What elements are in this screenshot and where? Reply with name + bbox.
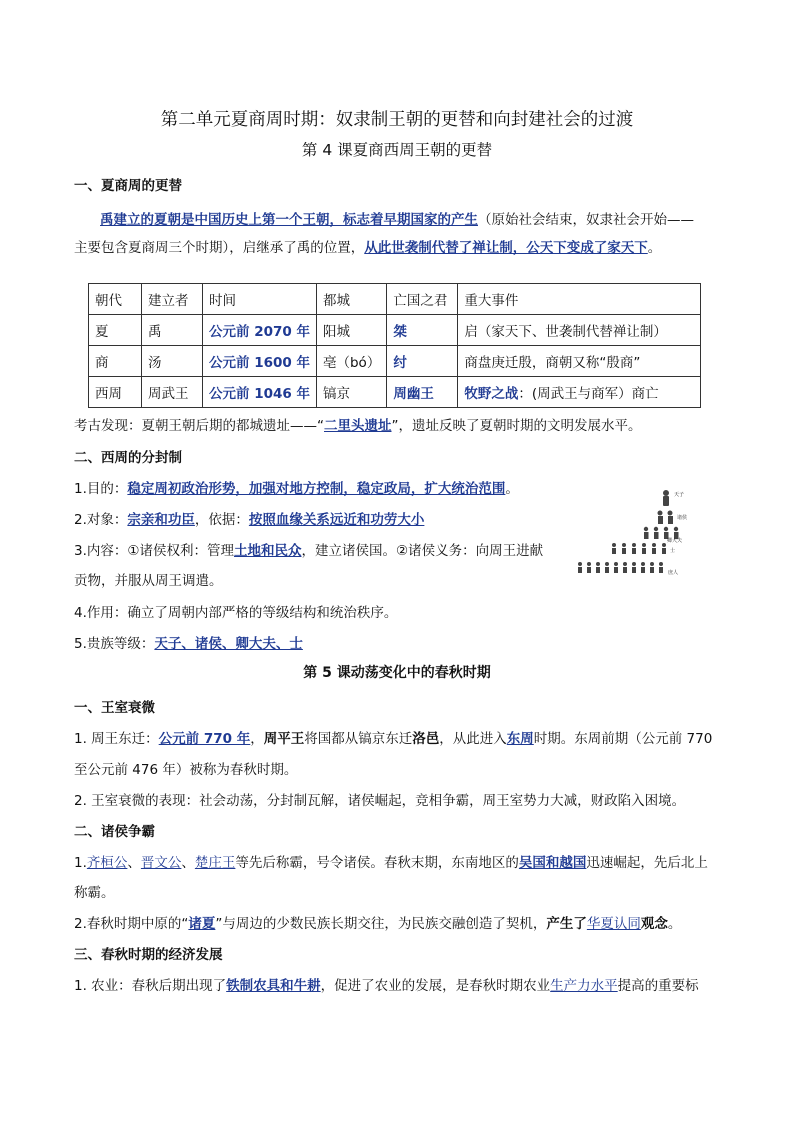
paragraph-line: [74, 853, 734, 873]
header-cell: 时间: [203, 284, 317, 315]
pyramid-label: 庶人: [668, 570, 679, 576]
key-phrase: 禹建立的夏朝是中国历史上第一个王朝，标志着早期国家的产生: [100, 212, 478, 228]
key-phrase: 生产力水平: [550, 978, 618, 994]
pyramid-label: 士: [670, 548, 676, 554]
key-phrase: 稳定周初政治形势，加强对地方控制，稳定政局，扩大统治范围: [127, 481, 506, 497]
header-cell: 都城: [316, 284, 386, 315]
unit-title: 第二单元夏商周时期：奴隶制王朝的更替和向封建社会的过渡: [160, 110, 634, 130]
table-cell: 公元前 1046 年: [203, 377, 317, 408]
text: 1.: [74, 855, 87, 871]
key-phrase: 从此世袭制代替了禅让制，公天下变成了家天下: [364, 240, 648, 256]
paragraph-line: 2. 王室衰微的表现：社会动荡，分封制瓦解，诸侯崛起，竞相争霸，周王室势力大减，财政陷入困境。: [74, 793, 686, 809]
section-heading: 二、西周的分封制: [74, 450, 182, 466]
key-phrase: 诸夏: [188, 916, 216, 932]
table-cell: 镐京: [316, 377, 386, 408]
bold-phrase: 产生了: [546, 916, 587, 932]
table-cell: 亳（bó）: [316, 346, 386, 377]
table-row: [89, 315, 701, 346]
text: ，从此进入: [439, 731, 507, 747]
paragraph-line: 4.作用：确立了周朝内部严格的等级结构和统治秩序。: [74, 605, 398, 621]
text: 时期。东周前期（公元前 770: [533, 731, 713, 747]
key-phrase: 天子、诸侯、卿大夫、士: [154, 636, 303, 652]
paragraph-line: [74, 914, 734, 934]
section-heading: 三、春秋时期的经济发展: [74, 947, 223, 963]
paragraph-line: [74, 541, 564, 561]
paragraph-line: [74, 238, 734, 258]
paragraph-line: [74, 729, 734, 749]
bold-phrase: 观念: [640, 916, 668, 932]
paragraph-line: [74, 634, 734, 654]
text: 1. 周王东迁：: [74, 731, 159, 747]
text: 提高的重要标: [617, 978, 699, 994]
pyramid-label: 诸侯: [677, 515, 688, 521]
key-phrase: 楚庄王: [194, 855, 236, 871]
key-phrase: 齐桓公: [86, 855, 128, 871]
text: ，促进了农业的发展，是春秋时期农业: [320, 978, 551, 994]
text: ”与周边的少数民族长期交往，为民族交融创造了契机，: [215, 916, 547, 932]
section-heading: 一、夏商周的更替: [74, 178, 182, 194]
key-phrase: 二里头遗址: [324, 418, 392, 434]
table-cell: 商: [89, 346, 142, 377]
key-phrase: 晋文公: [140, 855, 182, 871]
paragraph-line: [100, 210, 760, 230]
text: 2.对象：: [74, 512, 128, 528]
key-phrase: 宗亲和功臣: [127, 512, 195, 528]
table-cell: 西周: [89, 377, 142, 408]
battle-label: 牧野之战: [464, 386, 519, 402]
table-cell: 启（家天下、世袭制代替禅让制）: [458, 315, 701, 346]
feudal-hierarchy-pyramid-image: [574, 486, 688, 578]
key-phrase: 土地和民众: [233, 543, 302, 559]
header-cell: 重大事件: [458, 284, 701, 315]
text: 将国都从镐京东迁: [304, 731, 413, 747]
table-cell: 周幽王: [387, 377, 458, 408]
text: ”，遗址反映了夏朝时期的文明发展水平。: [391, 418, 642, 434]
text: 考古发现：夏朝王朝后期的都城遗址——“: [74, 418, 324, 434]
key-phrase: 铁制农具和牛耕: [226, 978, 321, 994]
table-cell: [458, 377, 701, 408]
text: ，: [250, 731, 264, 747]
text: 3.内容：①诸侯权利：管理: [74, 543, 234, 559]
paragraph-line: [74, 416, 734, 436]
section-heading: 二、诸侯争霸: [74, 824, 155, 840]
key-phrase: 华夏认同: [586, 916, 641, 932]
table-cell: 周武王: [142, 377, 203, 408]
pyramid-label: 天子: [674, 492, 685, 498]
table-cell: 阳城: [316, 315, 386, 346]
dynasty-table: [88, 283, 701, 408]
header-cell: 建立者: [142, 284, 203, 315]
section-heading: 一、王室衰微: [74, 700, 155, 716]
table-cell: 纣: [387, 346, 458, 377]
table-cell: 公元前 2070 年: [203, 315, 317, 346]
text: 、: [127, 855, 141, 871]
key-phrase: 公元前 770 年: [158, 731, 251, 747]
text: 等先后称霸，号令诸侯。春秋末期，东南地区的: [235, 855, 519, 871]
lesson4-title: 第 4 课夏商西周王朝的更替: [301, 141, 493, 159]
lesson5-title: 第 5 课动荡变化中的春秋时期: [303, 665, 491, 681]
text: ，建立诸侯国。②诸侯义务：向周王进献: [301, 543, 544, 559]
table-cell: 禹: [142, 315, 203, 346]
text: 。: [647, 240, 662, 256]
paragraph-line: 称霸。: [74, 885, 115, 901]
table-cell: 公元前 1600 年: [203, 346, 317, 377]
paragraph-line: 贡物，并服从周王调遣。: [74, 573, 223, 589]
key-phrase: 吴国和越国: [518, 855, 587, 871]
text: 。: [505, 481, 519, 497]
text: 主要包含夏商周三个时期），启继承了禹的位置，: [74, 240, 365, 256]
pyramid-label: 卿大夫: [667, 538, 683, 544]
table-cell: 夏: [89, 315, 142, 346]
text: 1. 农业：春秋后期出现了: [74, 978, 227, 994]
bold-phrase: 洛邑: [412, 731, 440, 747]
text: 迅速崛起，先后北上: [586, 855, 708, 871]
key-phrase: 按照血缘关系远近和功劳大小: [248, 512, 425, 528]
table-row: [89, 346, 701, 377]
header-cell: 亡国之君: [387, 284, 458, 315]
text: ：(周武王与商军）商亡: [518, 386, 659, 402]
table-cell: 汤: [142, 346, 203, 377]
bold-phrase: 周平王: [263, 731, 305, 747]
paragraph-line: 至公元前 476 年）被称为春秋时期。: [74, 762, 298, 778]
text: 2.春秋时期中原的“: [74, 916, 189, 932]
text: 、: [181, 855, 195, 871]
header-cell: 朝代: [89, 284, 142, 315]
text: 5.贵族等级：: [74, 636, 155, 652]
table-header-row: [89, 284, 701, 315]
text: ，依据：: [194, 512, 249, 528]
text: 。: [667, 916, 682, 932]
text: （原始社会结束，奴隶社会开始——: [478, 212, 694, 228]
paragraph-line: [74, 976, 734, 996]
table-cell: 商盘庚迁殷，商朝又称“殷商”: [458, 346, 701, 377]
table-row: [89, 377, 701, 408]
key-phrase: 东周: [506, 731, 534, 747]
table-cell: 桀: [387, 315, 458, 346]
text: 1.目的：: [74, 481, 128, 497]
